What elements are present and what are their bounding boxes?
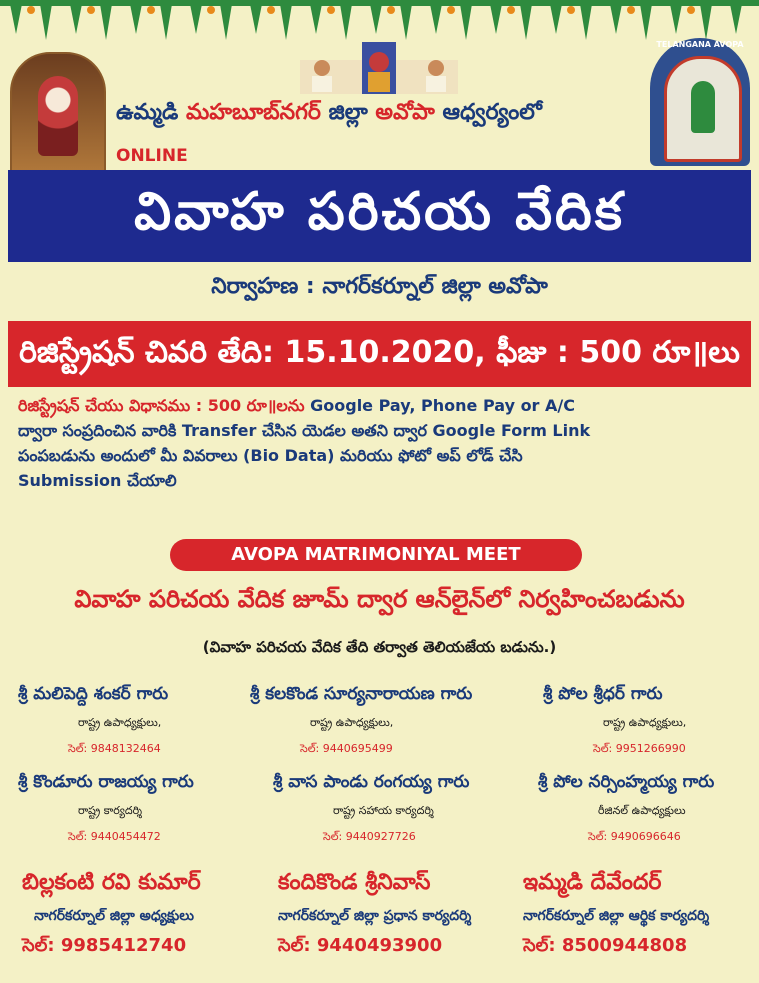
event-title: వివాహ పరిచయ వేదిక <box>134 182 625 242</box>
member-name: శ్రీ మలిపెద్ది శంకర్ గారు <box>18 684 169 704</box>
member-role: రాష్ట్ర ఉపాధ్యక్షులు, <box>603 716 687 729</box>
member-name: ఇమ్మడి దేవేందర్ <box>523 870 662 895</box>
member-phone: సెల్: 9490696646 <box>588 830 681 843</box>
member-role: రీజినల్ ఉపాధ్యక్షులు <box>598 804 686 817</box>
member-phone: సెల్: 9440927726 <box>323 830 416 843</box>
meet-label: AVOPA MATRIMONIYAL MEET <box>231 544 521 565</box>
member-phone: సెల్: 9951266990 <box>593 742 686 755</box>
telangana-avopa-logo <box>650 38 750 166</box>
logo-figure-icon <box>691 81 715 133</box>
district-member-card <box>22 870 267 960</box>
reg-line-1: రిజిస్ట్రేషన్ చేయు విధానము : 500 రూ॥లను Google Pay, Phone Pay or A/C <box>18 396 575 415</box>
member-card <box>250 684 495 758</box>
member-role: రాష్ట్ర ఉపాధ్యక్షులు, <box>78 716 162 729</box>
registration-deadline: రిజిస్ట్రేషన్ చివరి తేది: 15.10.2020, ఫీజు : 500 రూ॥లు <box>19 335 740 370</box>
puja-scene-image <box>300 42 458 94</box>
member-phone: సెల్: 9848132464 <box>68 742 161 755</box>
member-role: రాష్ట్ర ఉపాధ్యక్షులు, <box>310 716 394 729</box>
member-role: రాష్ట్ర కార్యదర్శి <box>78 804 143 817</box>
state-members-grid <box>8 676 751 864</box>
date-note: (వివాహ పరిచయ వేదిక తేది తర్వాత తెలియజేయ బడును.) <box>202 638 557 656</box>
member-role: నాగర్‌కర్నూల్ జిల్లా ప్రధాన కార్యదర్శి <box>278 908 472 924</box>
district-member-card <box>523 870 759 960</box>
district-members <box>8 864 751 976</box>
member-name: బిల్లకంటి రవి కుమార్ <box>22 870 201 895</box>
district-member-card <box>278 870 523 960</box>
member-phone: సెల్: 9440695499 <box>300 742 393 755</box>
member-role: నాగర్‌కర్నూల్ జిల్లా అధ్యక్షులు <box>34 908 194 924</box>
member-card <box>18 684 263 758</box>
member-role: నాగర్‌కర్నూల్ జిల్లా ఆర్థిక కార్యదర్శి <box>523 908 710 924</box>
member-name: శ్రీ కొండూరు రాజయ్య గారు <box>18 772 194 792</box>
member-role: రాష్ట్ర సహాయ కార్యదర్శి <box>333 804 434 817</box>
reg-line-4: Submission చేయాలి <box>18 471 177 490</box>
member-name: శ్రీ పోల నర్సింహ్మయ్య గారు <box>538 772 715 792</box>
organizer-line: నిర్వాహణ : నాగర్‌కర్నూల్ జిల్లా అవోపా <box>211 274 548 299</box>
logo-text: TELANGANA AVOPA <box>656 40 744 49</box>
member-name: కందికొండ శ్రీనివాస్ <box>278 870 431 895</box>
zoom-announcement: వివాహ పరిచయ వేదిక జూమ్ ద్వార ఆన్‌లైన్‌లో నిర్వహించబడును <box>74 585 685 613</box>
member-phone: సెల్: 9985412740 <box>22 935 187 956</box>
deity-figure-icon <box>38 76 78 156</box>
deity-shrine-image <box>10 52 106 181</box>
member-name: శ్రీ పోల శ్రీధర్ గారు <box>543 684 663 704</box>
member-name: శ్రీ కలకొండ సూర్యనారాయణ గారు <box>250 684 473 704</box>
reg-line-3: పంపబడును అందులో మీ వివరాలు (Bio Data) మరియు ఫోటో అప్ లోడ్ చేసి <box>18 446 523 465</box>
registration-method <box>18 393 748 493</box>
member-card <box>18 772 263 846</box>
header-title: ఉమ్మడి మహబూబ్‌నగర్ జిల్లా అవోపా ఆధ్వర్యంలో <box>116 100 542 125</box>
member-card <box>538 772 759 846</box>
event-title-banner <box>8 170 751 262</box>
member-phone: సెల్: 8500944808 <box>523 935 688 956</box>
online-label: ONLINE <box>116 146 188 166</box>
member-card <box>543 684 759 758</box>
meet-label-pill <box>170 539 582 571</box>
reg-line-2: ద్వారా సంప్రదించిన వారికి Transfer చేసిన యెడల అతని ద్వార Google Form Link <box>18 421 591 440</box>
member-card <box>273 772 518 846</box>
registration-banner <box>8 321 751 387</box>
member-phone: సెల్: 9440454472 <box>68 830 161 843</box>
member-name: శ్రీ వాస పాండు రంగయ్య గారు <box>273 772 470 792</box>
member-phone: సెల్: 9440493900 <box>278 935 443 956</box>
